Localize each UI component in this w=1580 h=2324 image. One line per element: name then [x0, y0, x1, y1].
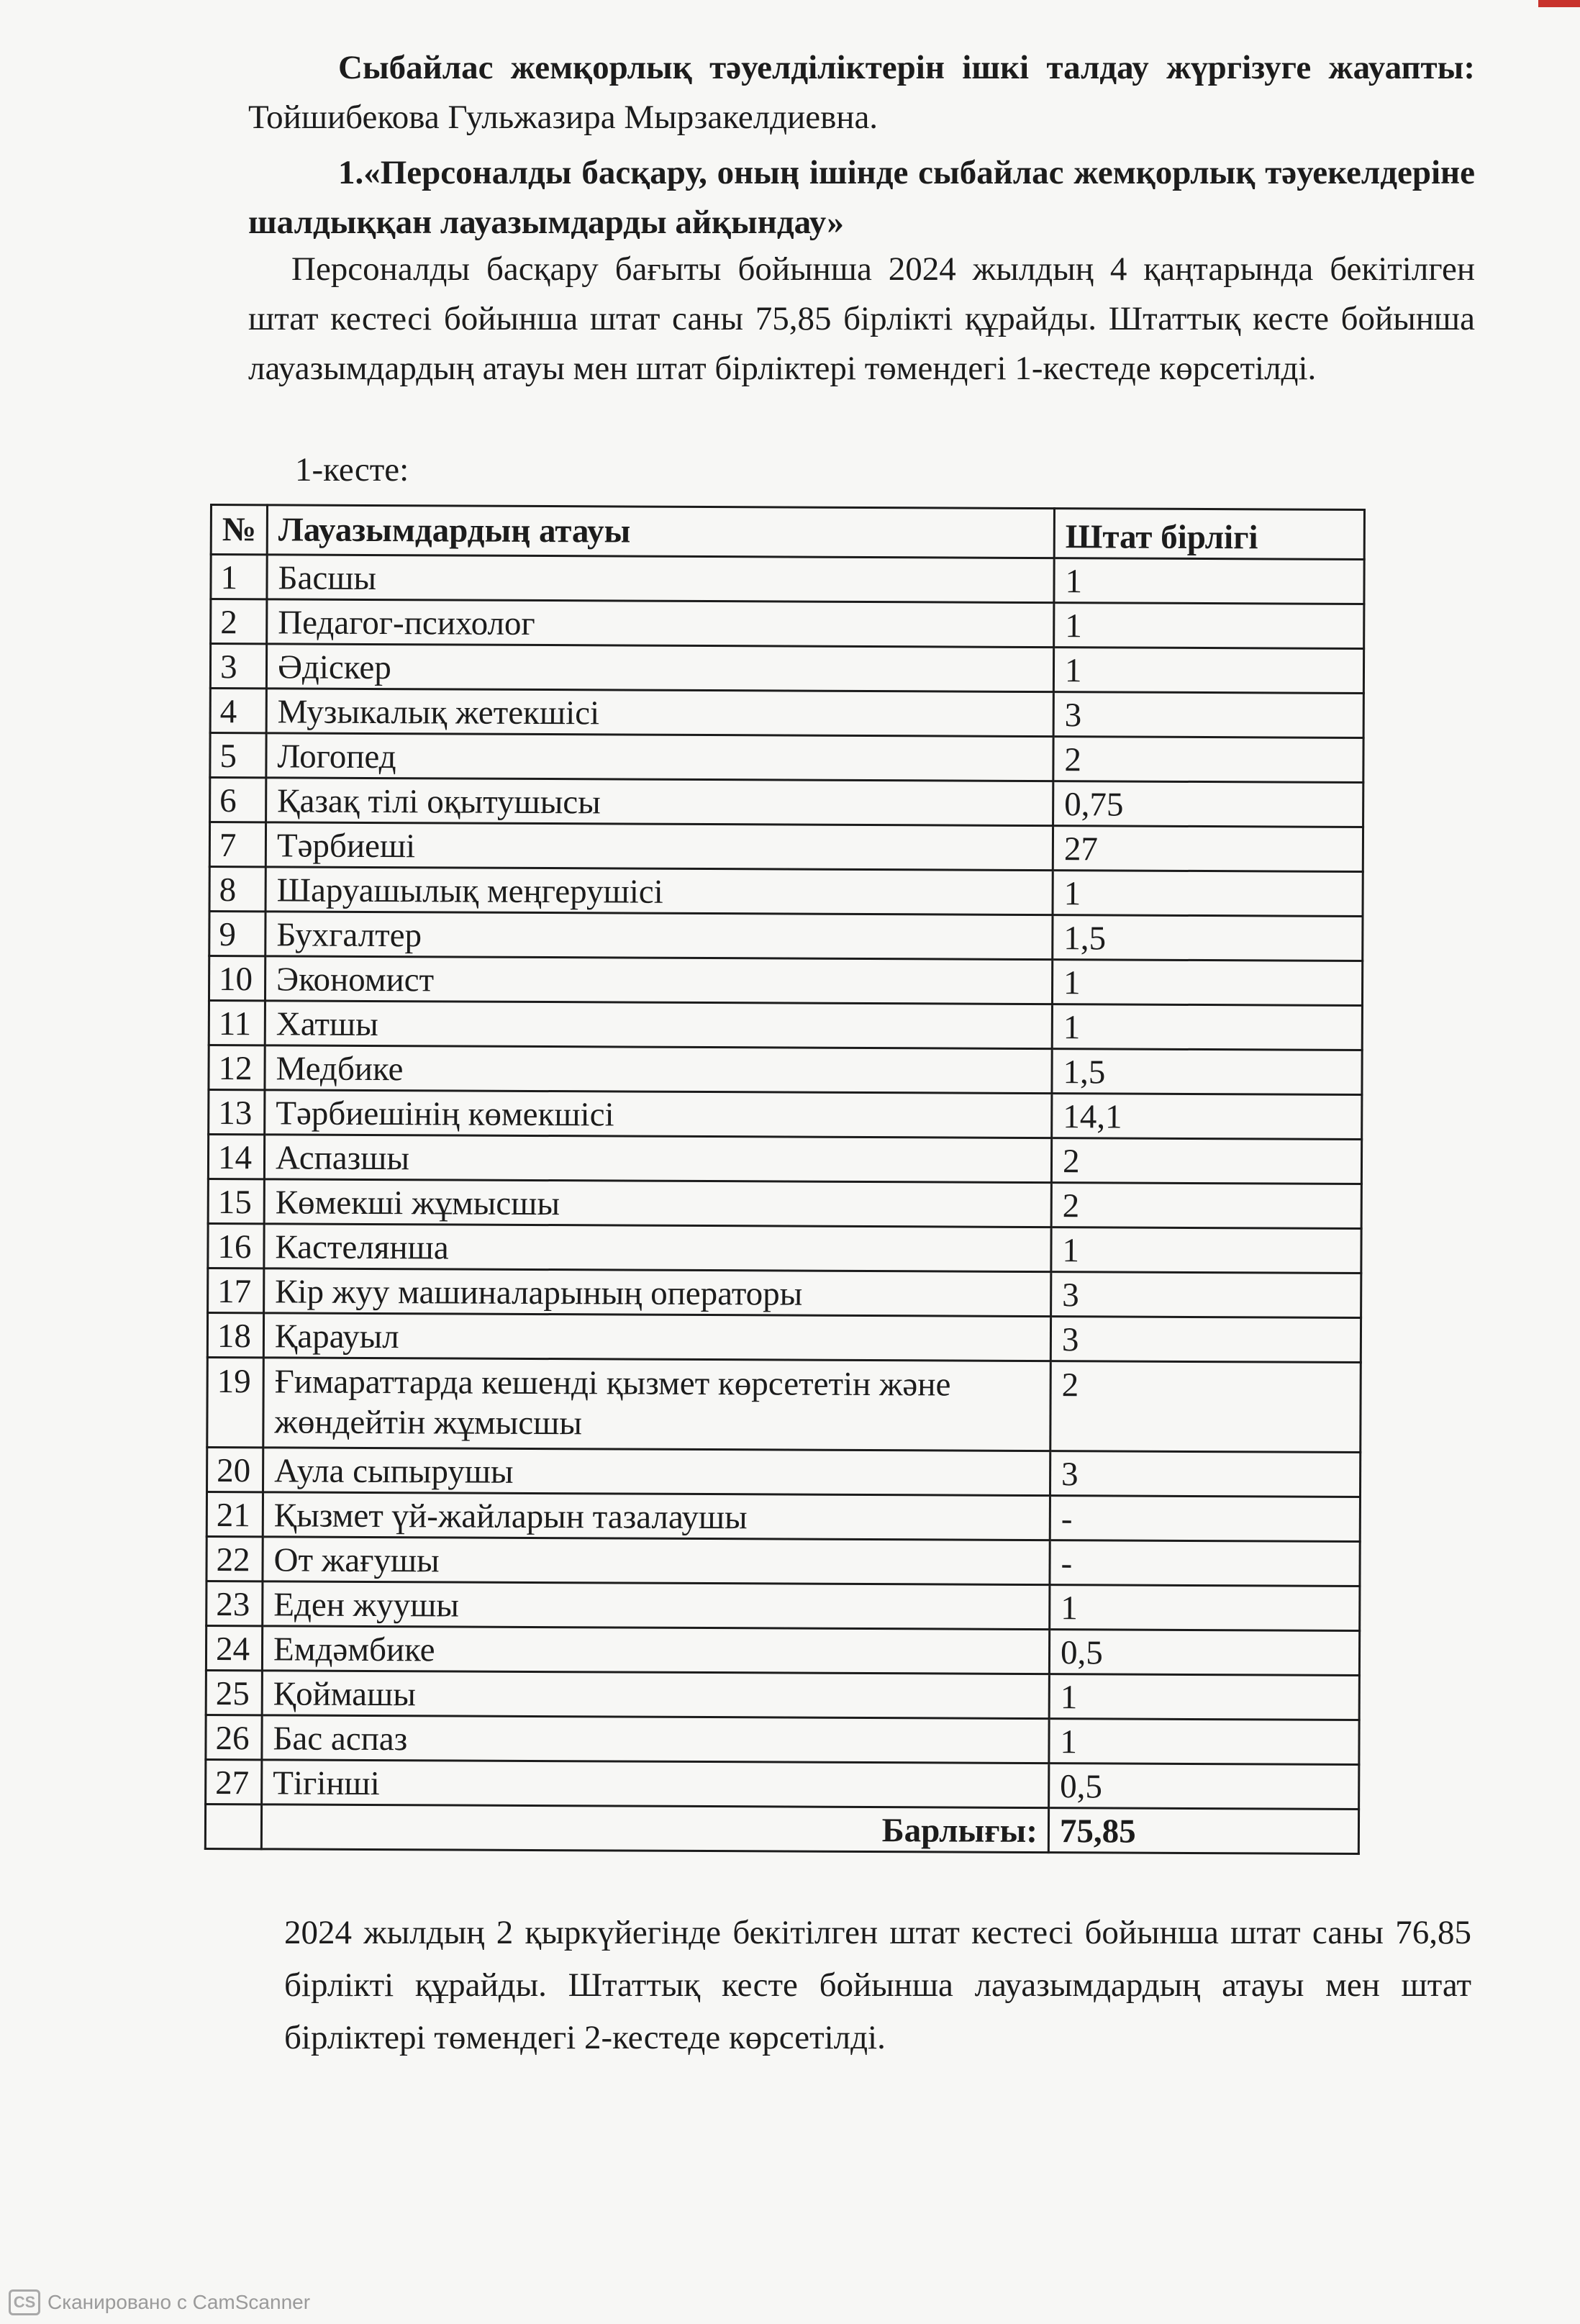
- row-staff-units: 3: [1050, 1451, 1360, 1497]
- table-row: [209, 956, 1362, 1006]
- corner-color-mark: [1538, 0, 1580, 7]
- table-total-row: [205, 1804, 1358, 1853]
- row-number: 7: [209, 822, 265, 867]
- row-staff-units: 2: [1051, 1183, 1361, 1229]
- row-position-name: Педагог-психолог: [267, 599, 1054, 648]
- row-staff-units: 14,1: [1052, 1094, 1362, 1140]
- total-value: 75,85: [1048, 1808, 1358, 1854]
- row-staff-units: 1: [1049, 1719, 1359, 1765]
- row-position-name: Кір жуу машиналарының операторы: [264, 1268, 1051, 1317]
- row-number: 20: [207, 1447, 263, 1492]
- table-row: [208, 1223, 1361, 1273]
- table-row: [207, 1312, 1361, 1362]
- row-staff-units: 0,5: [1049, 1764, 1359, 1810]
- row-staff-units: 1: [1054, 603, 1364, 649]
- row-staff-units: 3: [1053, 692, 1363, 738]
- row-number: 9: [209, 912, 265, 956]
- table-row: [211, 599, 1364, 649]
- row-staff-units: 2: [1050, 1361, 1361, 1453]
- row-position-name: Бухгалтер: [265, 912, 1053, 960]
- table-row: [206, 1670, 1359, 1720]
- table-header-row: [211, 505, 1364, 560]
- header-number: №: [211, 505, 267, 555]
- row-position-name: Аула сыпырушы: [263, 1448, 1050, 1496]
- row-staff-units: 1: [1052, 960, 1362, 1006]
- row-staff-units: 0,5: [1049, 1630, 1359, 1676]
- row-number: 18: [207, 1312, 263, 1357]
- table-row: [210, 689, 1363, 738]
- table-row: [209, 822, 1363, 872]
- row-position-name: Еден жуушы: [263, 1581, 1050, 1630]
- section-title: 1.«Персоналды басқару, оның ішінде сыбайлас жемқорлық тәуекелдеріне шалдыққан лауазымдарды айқындау»: [248, 154, 1475, 242]
- table-row: [206, 1715, 1359, 1764]
- table-row: [207, 1357, 1361, 1452]
- table-row: [209, 912, 1363, 961]
- table-row: [211, 555, 1364, 604]
- camscanner-footer: [9, 2289, 310, 2315]
- row-number: 24: [206, 1625, 262, 1670]
- row-staff-units: 1,5: [1053, 915, 1363, 961]
- row-number: 14: [208, 1134, 264, 1179]
- table-row: [208, 1179, 1361, 1228]
- row-number: 15: [208, 1179, 264, 1223]
- table-row: [206, 1581, 1360, 1630]
- table-row: [209, 1089, 1362, 1139]
- closing-paragraph: 2024 жылдың 2 қыркүйегінде бекітілген штат кестесі бойынша штат саны 76,85 бірлікті құрайды. Штаттық кесте бойынша лауазымдардың атауы мен штат бірліктері төмендегі 2-кестеде көрсетілді.: [284, 1914, 1471, 2056]
- row-staff-units: 1: [1052, 1004, 1362, 1050]
- row-number: 22: [206, 1536, 263, 1581]
- row-number: 17: [208, 1268, 264, 1312]
- table-row: [210, 644, 1363, 694]
- row-position-name: Қоймашы: [262, 1671, 1049, 1719]
- row-staff-units: 27: [1053, 826, 1363, 872]
- table-row: [209, 1045, 1362, 1094]
- row-number: 6: [210, 778, 266, 822]
- row-staff-units: 1: [1049, 1674, 1359, 1720]
- row-position-name: Қазақ тілі оқытушысы: [266, 778, 1053, 826]
- row-position-name: Басшы: [267, 555, 1054, 603]
- row-number: 21: [206, 1492, 263, 1536]
- row-number: 19: [207, 1357, 264, 1447]
- row-position-name: Музыкалық жетекшісі: [266, 689, 1053, 737]
- table-row: [208, 1134, 1361, 1184]
- row-position-name: Ғимараттарда кешенді қызмет көрсететін және жөндейтін жұмысшы: [263, 1358, 1051, 1451]
- row-position-name: Хатшы: [265, 1001, 1052, 1049]
- header-position-name: Лауазымдардың атауы: [267, 505, 1054, 558]
- row-position-name: Логопед: [266, 733, 1053, 781]
- row-position-name: Көмекші жұмысшы: [264, 1179, 1051, 1227]
- table-row: [208, 1268, 1361, 1317]
- row-number: 2: [211, 599, 267, 644]
- table-row: [206, 1625, 1359, 1675]
- staff-table: [204, 504, 1366, 1855]
- row-number: 13: [209, 1089, 265, 1134]
- table-row: [209, 1001, 1362, 1050]
- responsible-label: Сыбайлас жемқорлық тәуелділіктерін ішкі талдау жүргізуге жауапты:: [338, 49, 1475, 86]
- table-row: [206, 1536, 1360, 1586]
- total-label: Барлығы:: [261, 1805, 1048, 1853]
- row-staff-units: 1,5: [1052, 1049, 1362, 1095]
- row-number: 27: [206, 1759, 262, 1804]
- table-row: [206, 1492, 1360, 1541]
- table-caption: 1-кесте:: [295, 451, 409, 489]
- table-row: [210, 733, 1363, 783]
- row-number: 26: [206, 1715, 262, 1759]
- row-staff-units: 3: [1051, 1272, 1361, 1318]
- row-number: 12: [209, 1045, 265, 1089]
- row-staff-units: 1: [1050, 1585, 1360, 1631]
- row-number: 8: [209, 867, 265, 912]
- row-number: 11: [209, 1001, 265, 1045]
- row-staff-units: 2: [1051, 1138, 1361, 1184]
- row-number: 1: [211, 555, 267, 599]
- total-empty-cell: [205, 1804, 261, 1848]
- header-staff-units: Штат бірлігі: [1054, 509, 1364, 560]
- row-staff-units: 1: [1054, 558, 1364, 604]
- camscanner-logo-icon: CS: [9, 2289, 40, 2315]
- table-row: [206, 1759, 1359, 1809]
- row-number: 23: [206, 1581, 263, 1625]
- row-position-name: Шаруашылық меңгерушісі: [265, 867, 1053, 915]
- row-staff-units: 2: [1053, 737, 1363, 783]
- row-position-name: Қарауыл: [263, 1313, 1050, 1361]
- table-row: [210, 778, 1363, 827]
- row-number: 4: [210, 689, 266, 733]
- row-number: 16: [208, 1223, 264, 1268]
- row-position-name: Тәрбиешінің көмекшісі: [265, 1090, 1052, 1138]
- row-position-name: От жағушы: [263, 1537, 1050, 1585]
- intro-paragraph: Персоналды басқару бағыты бойынша 2024 жылдың 4 қаңтарында бекітілген штат кестесі бойынша штат саны 75,85 бірлікті құрайды. Штаттық кесте бойынша лауазымдардың атауы мен штат бірліктері төмендегі 1-кестеде көрсетілді.: [248, 250, 1475, 388]
- row-staff-units: 1: [1053, 871, 1363, 917]
- row-number: 25: [206, 1670, 262, 1715]
- table-row: [207, 1447, 1361, 1497]
- row-position-name: Қызмет үй-жайларын тазалаушы: [263, 1492, 1050, 1540]
- row-position-name: Тәрбиеші: [265, 822, 1053, 871]
- table-row: [209, 867, 1363, 917]
- row-staff-units: -: [1050, 1496, 1360, 1542]
- row-staff-units: 1: [1051, 1227, 1361, 1274]
- row-staff-units: -: [1050, 1540, 1360, 1587]
- row-staff-units: 1: [1053, 648, 1363, 694]
- row-position-name: Тігінші: [262, 1760, 1049, 1808]
- row-number: 10: [209, 956, 265, 1001]
- row-number: 5: [210, 733, 266, 778]
- row-position-name: Бас аспаз: [262, 1715, 1049, 1764]
- camscanner-text: Сканировано с CamScanner: [47, 2291, 311, 2313]
- row-position-name: Аспазшы: [264, 1135, 1051, 1183]
- row-position-name: Кастелянша: [264, 1224, 1051, 1272]
- responsible-paragraph: [248, 43, 1475, 142]
- row-staff-units: 3: [1050, 1317, 1361, 1363]
- row-position-name: Әдіскер: [266, 644, 1053, 692]
- row-position-name: Экономист: [265, 956, 1052, 1004]
- responsible-name: Тойшибекова Гульжазира Мырзакелдиевна.: [248, 99, 878, 137]
- row-position-name: Медбике: [265, 1045, 1052, 1094]
- row-staff-units: 0,75: [1053, 781, 1363, 827]
- row-position-name: Емдәмбике: [262, 1626, 1049, 1674]
- row-number: 3: [210, 644, 266, 689]
